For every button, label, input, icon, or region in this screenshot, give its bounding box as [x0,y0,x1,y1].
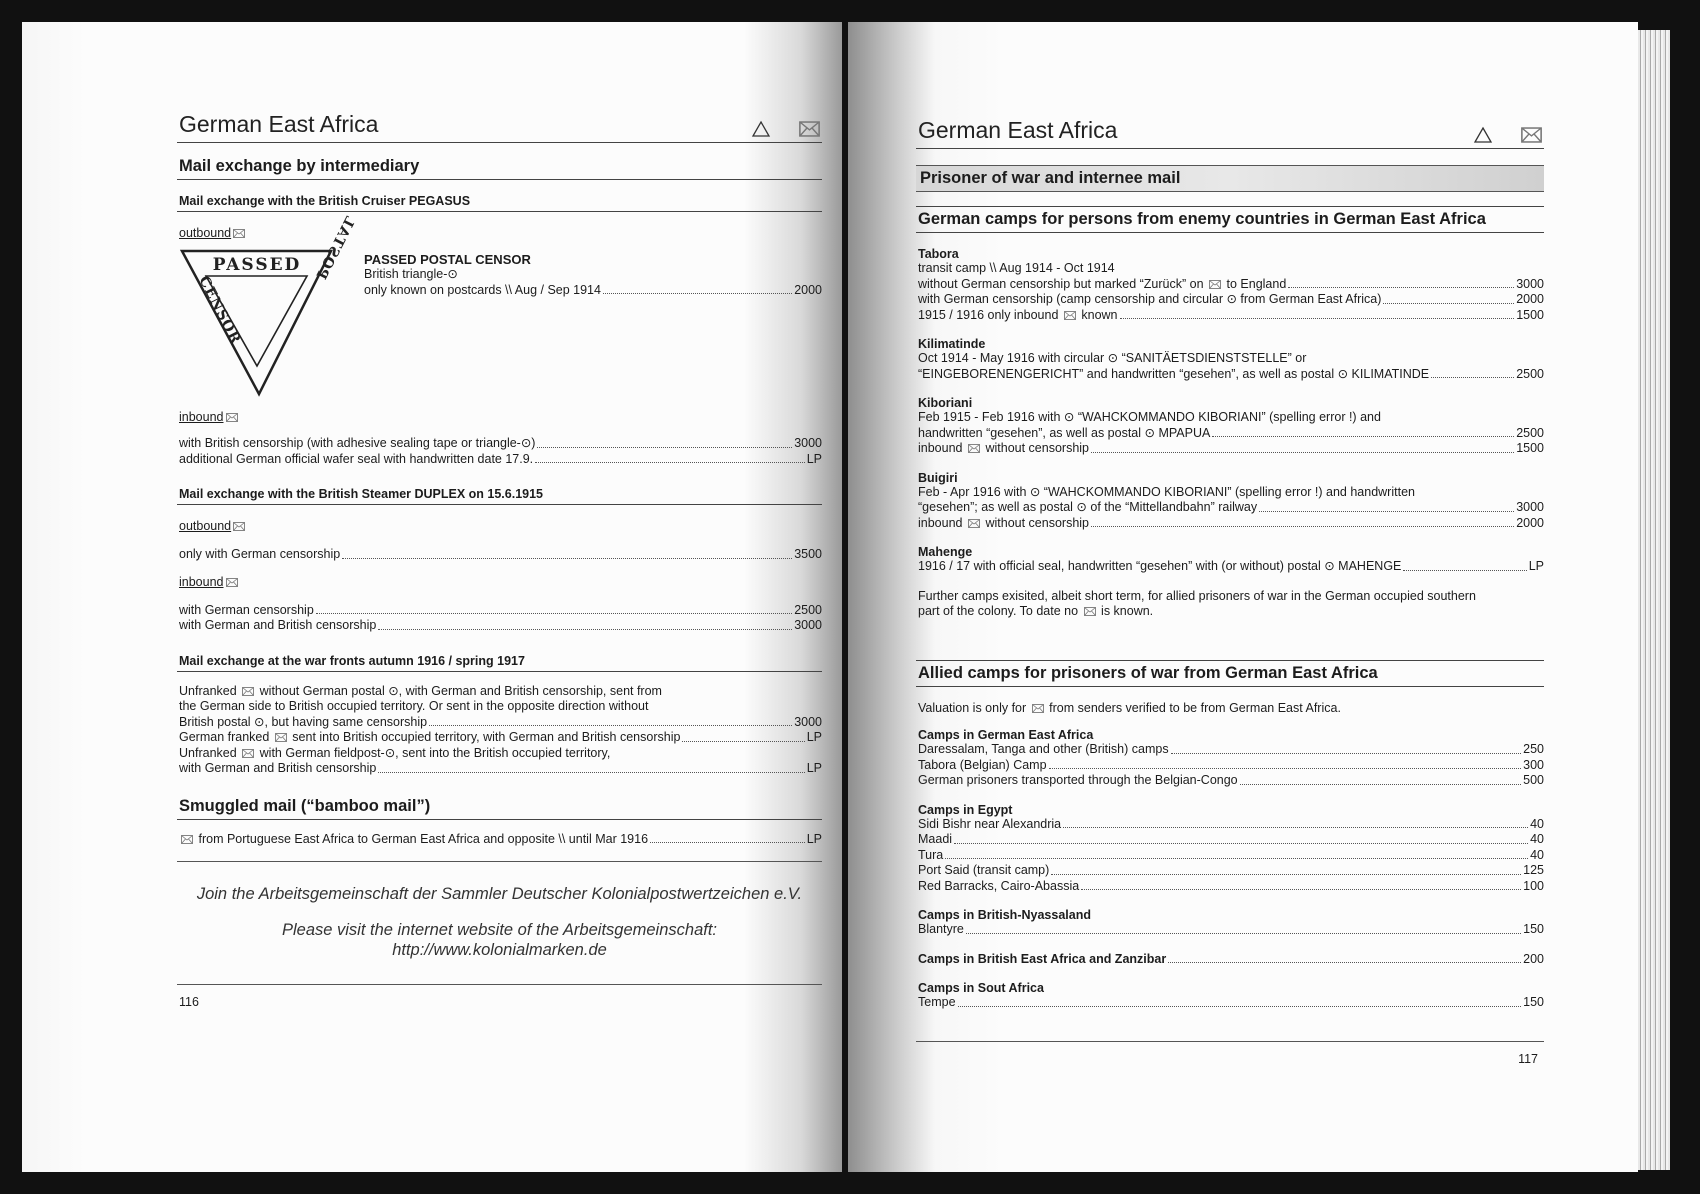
envelope-icon [1032,704,1044,713]
price-row: Sidi Bishr near Alexandria 40 [918,816,1544,831]
price-row: inbound without censorship 2000 [918,515,1544,530]
text-line: Feb - Apr 1916 with ⊙ “WAHCKOMMANDO KIBORIANI” (spelling error !) and handwritten [918,484,1415,499]
envelope-icon [1084,607,1096,616]
text-line: transit camp \\ Aug 1914 - Oct 1914 [918,261,1115,275]
camp-name-mahenge: Mahenge [918,545,973,559]
price-row: only with German censorship 3500 [179,547,822,561]
subsection-title-pegasus: Mail exchange with the British Cruiser PEGASUS [177,194,822,212]
right-page-header [916,114,1544,149]
left-page-content [177,108,822,1009]
price-row: with German and British censorship 3000 [179,618,822,632]
price-row: Port Said (transit camp) 125 [918,863,1544,877]
price-row: 1916 / 17 with official seal, handwritten “gesehen” with (or without) postal ⊙ MAHENGE LP [918,559,1544,573]
camp-name-tabora: Tabora [918,247,959,261]
right-page [848,22,1638,1172]
footer-divider [177,984,822,985]
outbound-label: outbound [179,519,822,533]
price-row: Red Barracks, Cairo-Abassia 100 [918,878,1544,893]
envelope-icon [968,519,980,528]
left-page-header [177,108,822,143]
section-title: Mail exchange by intermediary [177,143,822,180]
price-row: inbound without censorship 1500 [918,441,1544,455]
page-number: 117 [1518,1051,1538,1066]
price-row: additional German official wafer seal with handwritten date 17.9. LP [179,451,822,466]
price-row: “gesehen”; as well as postal ⊙ of the “Mittellandbahn” railway 3000 [918,500,1544,514]
text-line: Feb 1915 - Feb 1916 with ⊙ “WAHCKOMMANDO KIBORIANI” (spelling error !) and [918,410,1381,424]
price-row: Tabora (Belgian) Camp 300 [918,757,1544,772]
website-note: Please visit the internet website of the Arbeitsgemeinschaft: [281,921,718,939]
camp-group-name: Camps in Sout Africa [918,981,1044,995]
camp-name-buigiri: Buigiri [918,470,958,485]
outbound-label: outbound [179,226,822,240]
subsection-title-duplex: Mail exchange with the British Steamer DUPLEX on 15.6.1915 [177,487,822,505]
page-title: German East Africa [179,111,379,137]
camp-group-name: Camps in German East Africa [918,728,1094,742]
website-url: http://www.kolonialmarken.de [392,941,607,959]
page-title: German East Africa [918,117,1118,143]
price-row: “EINGEBORENENGERICHT” and handwritten “gesehen”, as well as postal ⊙ KILIMATINDE 2500 [918,366,1544,381]
svg-text:CENSOR: CENSOR [195,273,244,348]
price-row: with British censorship (with adhesive sealing tape or triangle-⊙) 3000 [179,436,822,450]
price-row: with German censorship 2500 [179,602,822,617]
envelope-icon [242,749,254,758]
envelope-icon [242,687,254,696]
inbound-label: inbound [179,410,822,424]
left-page [22,22,842,1172]
svg-text:POSTAL: POSTAL [312,212,359,282]
camp-name-kiboriani: Kiboriani [918,396,973,410]
envelope-icon [1521,127,1542,143]
price-row: without German censorship but marked “Zurück” on to England 3000 [918,276,1544,291]
envelope-icon [1064,311,1076,320]
price-row: Tura 40 [918,847,1544,862]
inbound-label: inbound [179,575,822,589]
page-number: 116 [179,995,199,1009]
censor-line: British triangle-⊙ [364,267,458,281]
section-title-pow: Prisoner of war and internee mail [916,165,1544,192]
envelope-icon [181,835,193,844]
price-row: with German censorship (camp censorship and circular ⊙ from German East Africa) 2000 [918,292,1544,306]
price-row: British postal ⊙, but having same censorship 3000 [179,714,822,729]
censor-title: PASSED POSTAL CENSOR [364,252,531,267]
envelope-icon [226,578,238,587]
triangle-icon [1474,127,1492,143]
price-row: Tempe 150 [918,995,1544,1009]
divider [177,861,822,862]
envelope-icon [233,522,245,531]
text-line: Unfranked with German fieldpost-⊙, sent into the British occupied territory, [179,745,611,760]
svg-text:PASSED: PASSED [212,255,302,275]
text-line: Unfranked without German postal ⊙, with German and British censorship, sent from [179,683,662,698]
camp-group-name: Camps in British-Nyassaland [918,908,1091,922]
price-row: 1915 / 1916 only inbound known 1500 [918,307,1544,322]
envelope-icon [233,229,245,238]
price-row: with German and British censorship LP [179,761,822,775]
right-page-content [916,114,1544,1066]
price-row: Camps in British East Africa and Zanzibar 200 [918,951,1544,966]
text-line: part of the colony. To date no is known. [918,604,1154,618]
section-title-allied-camps: Allied camps for prisoners of war from German East Africa [916,660,1544,687]
envelope-icon [799,121,820,137]
envelope-icon [226,413,238,422]
camp-name-kilimatinde: Kilimatinde [918,337,986,351]
envelope-icon [1209,280,1221,289]
section-title-smuggled: Smuggled mail (“bamboo mail”) [177,777,822,820]
price-row: only known on postcards \\ Aug / Sep 1914 2000 [364,282,822,297]
subsection-title-warfronts: Mail exchange at the war fronts autumn 1916 / spring 1917 [177,654,822,672]
censor-description [362,252,822,298]
section-title-german-camps: German camps for persons from enemy countries in German East Africa [916,206,1544,233]
price-row: Daressalam, Tanga and other (British) camps 250 [918,742,1544,756]
text-line: Further camps exisited, albeit short term, for allied prisoners of war in the German occupied southern [918,588,1476,603]
camp-group-name: Camps in Egypt [918,802,1013,817]
price-row: Blantyre 150 [918,922,1544,936]
valuation-note: Valuation is only for from senders verified to be from German East Africa. [918,700,1341,715]
price-row: from Portuguese East Africa to German East Africa and opposite \\ until Mar 1916 LP [177,832,822,848]
text-line: the German side to British occupied territory. Or sent in the opposite direction without [179,699,649,713]
envelope-icon [275,733,287,742]
price-row: German prisoners transported through the Belgian-Congo 500 [918,773,1544,787]
price-row: handwritten “gesehen”, as well as postal ⊙ MPAPUA 2500 [918,425,1544,440]
association-note: Join the Arbeitsgemeinschaft der Sammler Deutscher Kolonialpostwertzeichen e.V. [196,885,803,903]
envelope-icon [968,444,980,453]
text-line: Oct 1914 - May 1916 with circular ⊙ “SANITÄETSDIENSTSTELLE” or [918,351,1307,365]
triangle-icon [752,121,770,137]
price-row: German franked sent into British occupied territory, with German and British censorship LP [179,730,822,744]
footer-divider [916,1041,1544,1042]
price-row: Maadi 40 [918,832,1544,846]
page-edges [1638,30,1670,1170]
